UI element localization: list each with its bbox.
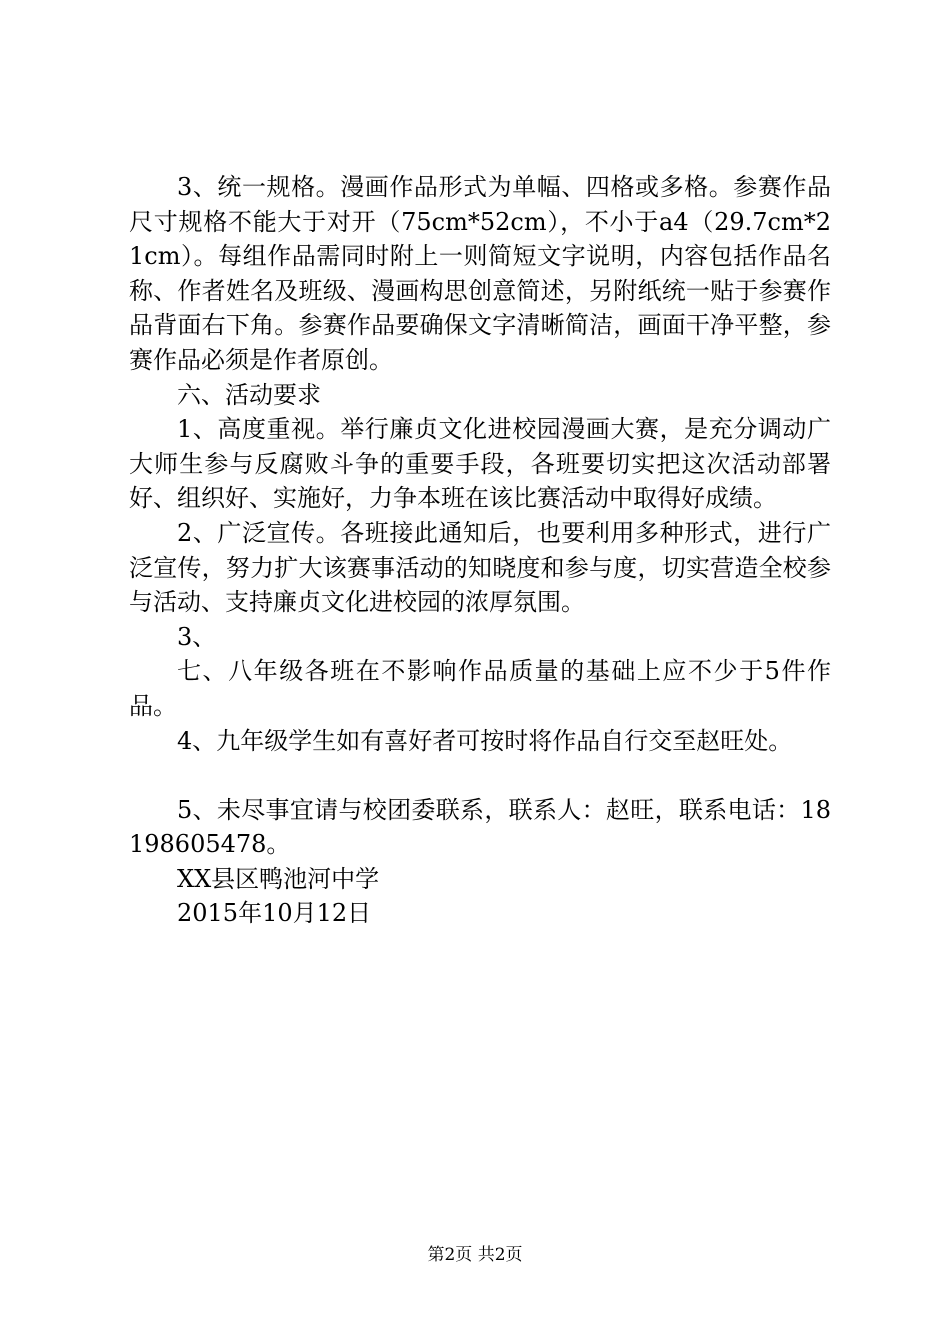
paragraph-attention: 1、高度重视。举行廉贞文化进校园漫画大赛，是充分调动广大师生参与反腐败斗争的重要手段，各班要切实把这次活动部署好、组织好、实施好，力争本班在该比赛活动中取得好成绩。 bbox=[129, 415, 831, 513]
paragraph-item-3: 3、 bbox=[177, 622, 217, 651]
paragraph-specification: 3、统一规格。漫画作品形式为单幅、四格或多格。参赛作品尺寸规格不能大于对开（75cm*52cm），不小于a4（29.7cm*21cm）。每组作品需同时附上一则简短文字说明，内容包括作品名称、作者姓名及班级、漫画构思创意简述，另附纸统一贴于参赛作品背面右下角。参赛作品要确保文字清晰简洁，画面干净平整，参赛作品必须是作者原创。 bbox=[129, 173, 831, 374]
paragraph-contact: 5、未尽事宜请与校团委联系，联系人：赵旺，联系电话：18198605478。 bbox=[129, 795, 831, 859]
page-number-footer: 第2页 共2页 bbox=[427, 1245, 523, 1265]
blank-line bbox=[129, 758, 831, 793]
paragraph-grade-quota: 七、八年级各班在不影响作品质量的基础上应不少于5件作品。 bbox=[129, 657, 831, 720]
paragraph-grade-nine: 4、九年级学生如有喜好者可按时将作品自行交至赵旺处。 bbox=[177, 726, 793, 755]
signature-date: 2015年10月12日 bbox=[177, 899, 372, 928]
signature-organization: XX县区鸭池河中学 bbox=[177, 864, 380, 893]
document-body bbox=[129, 170, 831, 931]
paragraph-publicity: 2、广泛宣传。各班接此通知后，也要利用多种形式，进行广泛宣传，努力扩大该赛事活动的知晓度和参与度，切实营造全校参与活动、支持廉贞文化进校园的浓厚氛围。 bbox=[129, 518, 831, 617]
section-heading-requirements: 六、活动要求 bbox=[177, 380, 321, 409]
